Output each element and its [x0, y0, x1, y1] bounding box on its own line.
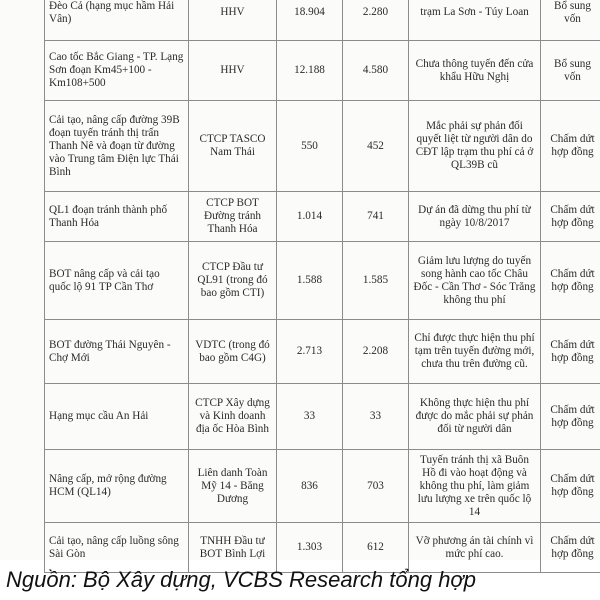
- project-name-cell: QL1 đoạn tránh thành phố Thanh Hóa: [45, 192, 189, 242]
- total-investment-cell: 2.713: [277, 320, 343, 384]
- project-name-cell: Hạng mục cầu An Hải: [45, 384, 189, 450]
- project-name-cell: Cao tốc Bắc Giang - TP. Lạng Sơn đoạn Km45+100 - Km108+500: [45, 41, 189, 101]
- debt-value-cell: 452: [343, 101, 409, 192]
- project-name-cell: BOT đường Thái Nguyên - Chợ Mới: [45, 320, 189, 384]
- project-name-cell: Đèo Cả (hạng mục hầm Hải Vân): [45, 0, 189, 41]
- table-row: [45, 41, 600, 101]
- issue-note-cell: Chưa thông tuyến đến cửa khẩu Hữu Nghị: [409, 41, 541, 101]
- debt-value-cell: 2.280: [343, 0, 409, 41]
- total-investment-cell: 1.014: [277, 192, 343, 242]
- issue-note-cell: Vỡ phương án tài chính vì mức phí cao.: [409, 523, 541, 573]
- investor-cell: HHV: [189, 41, 277, 101]
- proposed-action-cell: Chấm dứt hợp đồng: [541, 242, 600, 320]
- table-row: [45, 450, 600, 523]
- project-name-cell: Cải tạo, nâng cấp luồng sông Sài Gòn: [45, 523, 189, 573]
- debt-value-cell: 33: [343, 384, 409, 450]
- table-row: [45, 192, 600, 242]
- bot-projects-table: [44, 0, 600, 573]
- total-investment-cell: 550: [277, 101, 343, 192]
- investor-cell: TNHH Đầu tư BOT Bình Lợi: [189, 523, 277, 573]
- investor-cell: VDTC (trong đó bao gồm C4G): [189, 320, 277, 384]
- proposed-action-cell: Chấm dứt hợp đồng: [541, 101, 600, 192]
- proposed-action-cell: Chấm dứt hợp đồng: [541, 450, 600, 523]
- proposed-action-cell: Chấm dứt hợp đồng: [541, 192, 600, 242]
- issue-note-cell: Giảm lưu lượng do tuyến song hành cao tốc Châu Đốc - Cần Thơ - Sóc Trăng không thu phí: [409, 242, 541, 320]
- table-row: [45, 242, 600, 320]
- total-investment-cell: 33: [277, 384, 343, 450]
- table-row: [45, 0, 600, 41]
- debt-value-cell: 612: [343, 523, 409, 573]
- investor-cell: CTCP TASCO Nam Thái: [189, 101, 277, 192]
- investor-cell: CTCP BOT Đường tránh Thanh Hóa: [189, 192, 277, 242]
- table-row: [45, 384, 600, 450]
- debt-value-cell: 2.208: [343, 320, 409, 384]
- issue-note-cell: Không thực hiện thu phí được do mắc phải sự phản đối từ người dân: [409, 384, 541, 450]
- issue-note-cell: trạm La Sơn - Túy Loan: [409, 0, 541, 41]
- issue-note-cell: Tuyến tránh thị xã Buôn Hồ đi vào hoạt động và không thu phí, làm giảm lưu lượng xe trên quốc lộ 14: [409, 450, 541, 523]
- issue-note-cell: Chỉ được thực hiện thu phí tạm trên tuyến đường mới, chưa thu trên đường cũ.: [409, 320, 541, 384]
- proposed-action-cell: Chấm dứt hợp đồng: [541, 320, 600, 384]
- proposed-action-cell: Bổ sung vốn: [541, 0, 600, 41]
- issue-note-cell: Mắc phải sự phản đối quyết liệt từ người dân do CĐT lập trạm thu phí cả ở QL39B cũ: [409, 101, 541, 192]
- debt-value-cell: 4.580: [343, 41, 409, 101]
- proposed-action-cell: Bổ sung vốn: [541, 41, 600, 101]
- proposed-action-cell: Chấm dứt hợp đồng: [541, 523, 600, 573]
- debt-value-cell: 703: [343, 450, 409, 523]
- total-investment-cell: 1.588: [277, 242, 343, 320]
- project-name-cell: Nâng cấp, mở rộng đường HCM (QL14): [45, 450, 189, 523]
- investor-cell: CTCP Xây dựng và Kinh doanh địa ốc Hòa Bình: [189, 384, 277, 450]
- debt-value-cell: 741: [343, 192, 409, 242]
- issue-note-cell: Dự án đã dừng thu phí từ ngày 10/8/2017: [409, 192, 541, 242]
- source-caption: Nguồn: Bộ Xây dựng, VCBS Research tổng hợp: [6, 567, 476, 592]
- total-investment-cell: 18.904: [277, 0, 343, 41]
- project-name-cell: BOT nâng cấp và cải tạo quốc lộ 91 TP Cần Thơ: [45, 242, 189, 320]
- investor-cell: CTCP Đầu tư QL91 (trong đó bao gồm CTI): [189, 242, 277, 320]
- total-investment-cell: 836: [277, 450, 343, 523]
- table-row: [45, 101, 600, 192]
- total-investment-cell: 12.188: [277, 41, 343, 101]
- debt-value-cell: 1.585: [343, 242, 409, 320]
- table-row: [45, 320, 600, 384]
- investor-cell: HHV: [189, 0, 277, 41]
- investor-cell: Liên danh Toàn Mỹ 14 - Băng Dương: [189, 450, 277, 523]
- proposed-action-cell: Chấm dứt hợp đồng: [541, 384, 600, 450]
- project-name-cell: Cải tạo, nâng cấp đường 39B đoạn tuyến tránh thị trấn Thanh Nê và đoạn từ đường vào Trung tâm Điện lực Thái Bình: [45, 101, 189, 192]
- total-investment-cell: 1.303: [277, 523, 343, 573]
